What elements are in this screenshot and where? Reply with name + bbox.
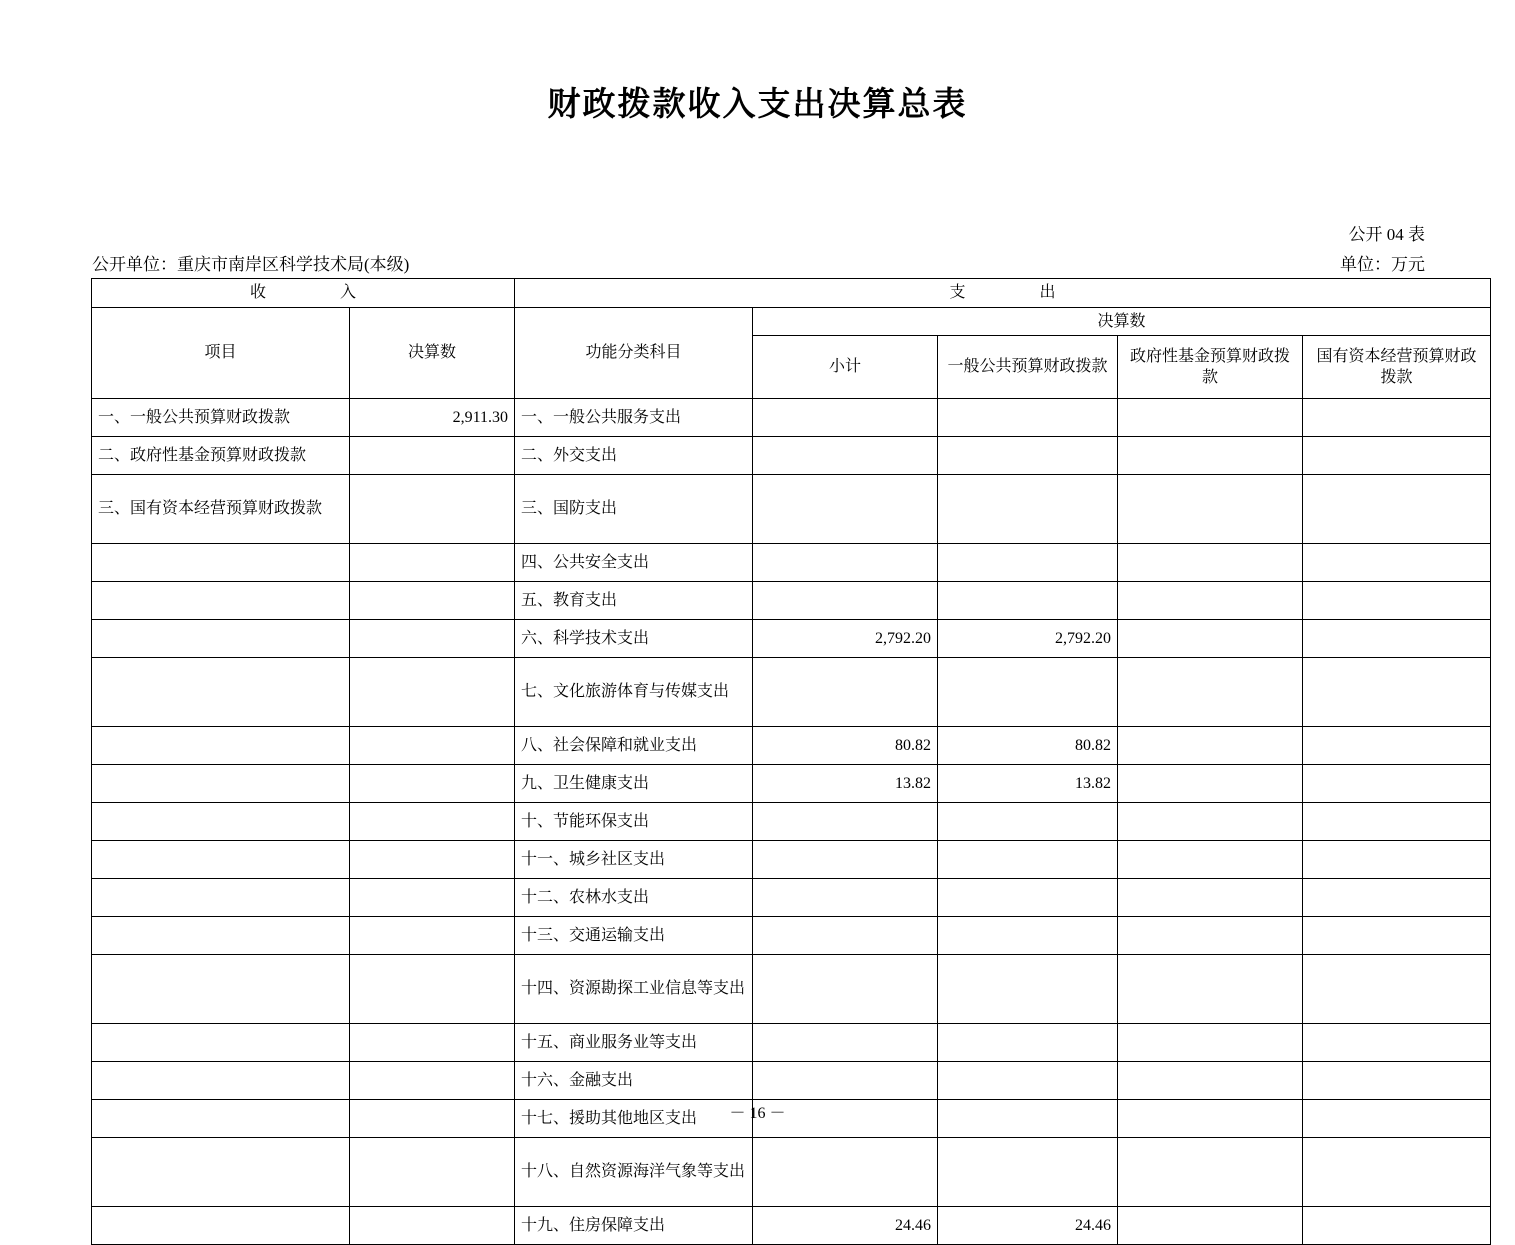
expense-state-capital-value bbox=[1303, 544, 1491, 582]
income-item-name: 三、国有资本经营预算财政拨款 bbox=[92, 475, 350, 544]
expense-subtotal-value bbox=[753, 917, 938, 955]
expense-state-capital-value bbox=[1303, 765, 1491, 803]
group-header-expense: 支 出 bbox=[515, 279, 1491, 308]
expense-state-capital-value bbox=[1303, 917, 1491, 955]
income-item-name bbox=[92, 841, 350, 879]
expense-subtotal-value: 2,792.20 bbox=[753, 620, 938, 658]
income-item-name bbox=[92, 879, 350, 917]
table-row bbox=[92, 1138, 1491, 1207]
expense-function-name: 四、公共安全支出 bbox=[515, 544, 753, 582]
col-header-gov-fund: 政府性基金预算财政拨款 bbox=[1118, 336, 1303, 399]
expense-general-public-value bbox=[938, 1062, 1118, 1100]
table-row bbox=[92, 620, 1491, 658]
income-item-amount bbox=[350, 1024, 515, 1062]
expense-state-capital-value bbox=[1303, 841, 1491, 879]
expense-function-name: 十四、资源勘探工业信息等支出 bbox=[515, 955, 753, 1024]
table-row bbox=[92, 1062, 1491, 1100]
expense-function-name: 六、科学技术支出 bbox=[515, 620, 753, 658]
expense-state-capital-value bbox=[1303, 803, 1491, 841]
col-header-general-public: 一般公共预算财政拨款 bbox=[938, 336, 1118, 399]
expense-general-public-value bbox=[938, 841, 1118, 879]
expense-gov-fund-value bbox=[1118, 803, 1303, 841]
sheet-number: 公开 04 表 bbox=[1348, 225, 1425, 244]
expense-state-capital-value bbox=[1303, 658, 1491, 727]
unit-label: 单位：万元 bbox=[1340, 255, 1425, 274]
income-item-name bbox=[92, 1138, 350, 1207]
expense-subtotal-value bbox=[753, 1062, 938, 1100]
expense-subtotal-value bbox=[753, 841, 938, 879]
income-item-amount bbox=[350, 1062, 515, 1100]
col-header-subtotal: 小计 bbox=[753, 336, 938, 399]
expense-general-public-value bbox=[938, 1138, 1118, 1207]
expense-subtotal-value: 80.82 bbox=[753, 727, 938, 765]
expense-state-capital-value bbox=[1303, 582, 1491, 620]
expense-function-name: 十九、住房保障支出 bbox=[515, 1207, 753, 1245]
income-item-name: 一、一般公共预算财政拨款 bbox=[92, 399, 350, 437]
col-header-amount: 决算数 bbox=[350, 307, 515, 399]
income-item-name bbox=[92, 1024, 350, 1062]
expense-general-public-value: 24.46 bbox=[938, 1207, 1118, 1245]
expense-subtotal-value bbox=[753, 879, 938, 917]
table-row bbox=[92, 475, 1491, 544]
table-head bbox=[92, 279, 1491, 399]
expense-function-name: 十八、自然资源海洋气象等支出 bbox=[515, 1138, 753, 1207]
expense-subtotal-value bbox=[753, 803, 938, 841]
income-item-name bbox=[92, 1062, 350, 1100]
expense-state-capital-value bbox=[1303, 399, 1491, 437]
expense-function-name: 三、国防支出 bbox=[515, 475, 753, 544]
income-item-amount bbox=[350, 658, 515, 727]
table-row bbox=[92, 437, 1491, 475]
table-row bbox=[92, 955, 1491, 1024]
expense-subtotal-value bbox=[753, 955, 938, 1024]
expense-gov-fund-value bbox=[1118, 475, 1303, 544]
income-item-amount bbox=[350, 437, 515, 475]
expense-gov-fund-value bbox=[1118, 1207, 1303, 1245]
expense-gov-fund-value bbox=[1118, 917, 1303, 955]
expense-function-name: 九、卫生健康支出 bbox=[515, 765, 753, 803]
expense-function-name: 十二、农林水支出 bbox=[515, 879, 753, 917]
income-item-name: 二、政府性基金预算财政拨款 bbox=[92, 437, 350, 475]
expense-gov-fund-value bbox=[1118, 582, 1303, 620]
page-number: － 16 － bbox=[729, 1105, 786, 1122]
table-row bbox=[92, 879, 1491, 917]
table-subheader-row-1 bbox=[92, 307, 1491, 336]
page-title: 财政拨款收入支出决算总表 bbox=[547, 84, 968, 123]
expense-gov-fund-value bbox=[1118, 1024, 1303, 1062]
income-item-amount bbox=[350, 955, 515, 1024]
expense-subtotal-value bbox=[753, 658, 938, 727]
expense-subtotal-value bbox=[753, 1138, 938, 1207]
expense-general-public-value bbox=[938, 582, 1118, 620]
expense-function-name: 十一、城乡社区支出 bbox=[515, 841, 753, 879]
expense-subtotal-value bbox=[753, 399, 938, 437]
table-row bbox=[92, 803, 1491, 841]
expense-general-public-value bbox=[938, 955, 1118, 1024]
expense-general-public-value bbox=[938, 879, 1118, 917]
table-row bbox=[92, 1024, 1491, 1062]
income-item-name bbox=[92, 620, 350, 658]
table-row bbox=[92, 544, 1491, 582]
income-item-amount bbox=[350, 620, 515, 658]
income-item-name bbox=[92, 1207, 350, 1245]
expense-state-capital-value bbox=[1303, 437, 1491, 475]
table-row bbox=[92, 658, 1491, 727]
expense-general-public-value bbox=[938, 437, 1118, 475]
expense-function-name: 十、节能环保支出 bbox=[515, 803, 753, 841]
expense-general-public-value bbox=[938, 803, 1118, 841]
expense-gov-fund-value bbox=[1118, 399, 1303, 437]
income-item-amount bbox=[350, 544, 515, 582]
expense-subtotal-value bbox=[753, 475, 938, 544]
income-item-amount bbox=[350, 475, 515, 544]
expense-general-public-value bbox=[938, 658, 1118, 727]
income-item-amount bbox=[350, 917, 515, 955]
expense-state-capital-value bbox=[1303, 955, 1491, 1024]
expense-general-public-value bbox=[938, 917, 1118, 955]
income-item-name bbox=[92, 544, 350, 582]
table-row bbox=[92, 1207, 1491, 1245]
expense-function-name: 十五、商业服务业等支出 bbox=[515, 1024, 753, 1062]
expense-gov-fund-value bbox=[1118, 658, 1303, 727]
expense-gov-fund-value bbox=[1118, 765, 1303, 803]
table-row bbox=[92, 765, 1491, 803]
expense-function-name: 七、文化旅游体育与传媒支出 bbox=[515, 658, 753, 727]
expense-general-public-value: 80.82 bbox=[938, 727, 1118, 765]
expense-gov-fund-value bbox=[1118, 544, 1303, 582]
income-item-amount bbox=[350, 765, 515, 803]
income-item-amount bbox=[350, 841, 515, 879]
expense-state-capital-value bbox=[1303, 727, 1491, 765]
income-item-name bbox=[92, 727, 350, 765]
income-item-name bbox=[92, 658, 350, 727]
expense-gov-fund-value bbox=[1118, 841, 1303, 879]
income-item-name bbox=[92, 803, 350, 841]
expense-function-name: 二、外交支出 bbox=[515, 437, 753, 475]
expense-gov-fund-value bbox=[1118, 879, 1303, 917]
table-row bbox=[92, 582, 1491, 620]
expense-state-capital-value bbox=[1303, 1024, 1491, 1062]
expense-function-name: 五、教育支出 bbox=[515, 582, 753, 620]
income-item-amount bbox=[350, 727, 515, 765]
expense-subtotal-value: 13.82 bbox=[753, 765, 938, 803]
expense-state-capital-value bbox=[1303, 475, 1491, 544]
income-item-name bbox=[92, 955, 350, 1024]
expense-general-public-value bbox=[938, 475, 1118, 544]
expense-gov-fund-value bbox=[1118, 620, 1303, 658]
table-row bbox=[92, 727, 1491, 765]
income-item-name bbox=[92, 582, 350, 620]
expense-state-capital-value bbox=[1303, 1138, 1491, 1207]
income-item-amount bbox=[350, 582, 515, 620]
expense-subtotal-value bbox=[753, 437, 938, 475]
expense-gov-fund-value bbox=[1118, 1062, 1303, 1100]
meta-row bbox=[92, 250, 1425, 275]
expense-subtotal-value bbox=[753, 544, 938, 582]
income-item-name bbox=[92, 917, 350, 955]
expense-general-public-value bbox=[938, 1024, 1118, 1062]
expense-function-name: 八、社会保障和就业支出 bbox=[515, 727, 753, 765]
table-row bbox=[92, 841, 1491, 879]
group-header-income: 收 入 bbox=[92, 279, 515, 308]
expense-general-public-value: 13.82 bbox=[938, 765, 1118, 803]
income-item-amount: 2,911.30 bbox=[350, 399, 515, 437]
expense-gov-fund-value bbox=[1118, 1138, 1303, 1207]
expense-function-name: 十三、交通运输支出 bbox=[515, 917, 753, 955]
table-row bbox=[92, 399, 1491, 437]
expense-state-capital-value bbox=[1303, 620, 1491, 658]
col-header-item: 项目 bbox=[92, 307, 350, 399]
table-group-header-row bbox=[92, 279, 1491, 308]
expense-general-public-value bbox=[938, 544, 1118, 582]
income-item-amount bbox=[350, 803, 515, 841]
col-header-final-amount: 决算数 bbox=[753, 307, 1491, 336]
income-item-name bbox=[92, 765, 350, 803]
expense-state-capital-value bbox=[1303, 1207, 1491, 1245]
expense-gov-fund-value bbox=[1118, 955, 1303, 1024]
expense-state-capital-value bbox=[1303, 1062, 1491, 1100]
expense-function-name: 十六、金融支出 bbox=[515, 1062, 753, 1100]
income-item-amount bbox=[350, 1138, 515, 1207]
expense-subtotal-value: 24.46 bbox=[753, 1207, 938, 1245]
col-header-state-capital: 国有资本经营预算财政拨款 bbox=[1303, 336, 1491, 399]
publisher-label: 公开单位：重庆市南岸区科学技术局(本级) bbox=[92, 255, 410, 274]
expense-gov-fund-value bbox=[1118, 727, 1303, 765]
expense-state-capital-value bbox=[1303, 879, 1491, 917]
expense-general-public-value bbox=[938, 399, 1118, 437]
income-item-amount bbox=[350, 1207, 515, 1245]
col-header-function-class: 功能分类科目 bbox=[515, 307, 753, 399]
income-item-amount bbox=[350, 879, 515, 917]
document-page bbox=[0, 78, 1515, 1234]
expense-subtotal-value bbox=[753, 582, 938, 620]
expense-function-name: 十七、援助其他地区支出 bbox=[515, 1100, 753, 1138]
expense-subtotal-value bbox=[753, 1024, 938, 1062]
expense-function-name: 一、一般公共服务支出 bbox=[515, 399, 753, 437]
expense-general-public-value: 2,792.20 bbox=[938, 620, 1118, 658]
expense-gov-fund-value bbox=[1118, 437, 1303, 475]
table-row bbox=[92, 917, 1491, 955]
